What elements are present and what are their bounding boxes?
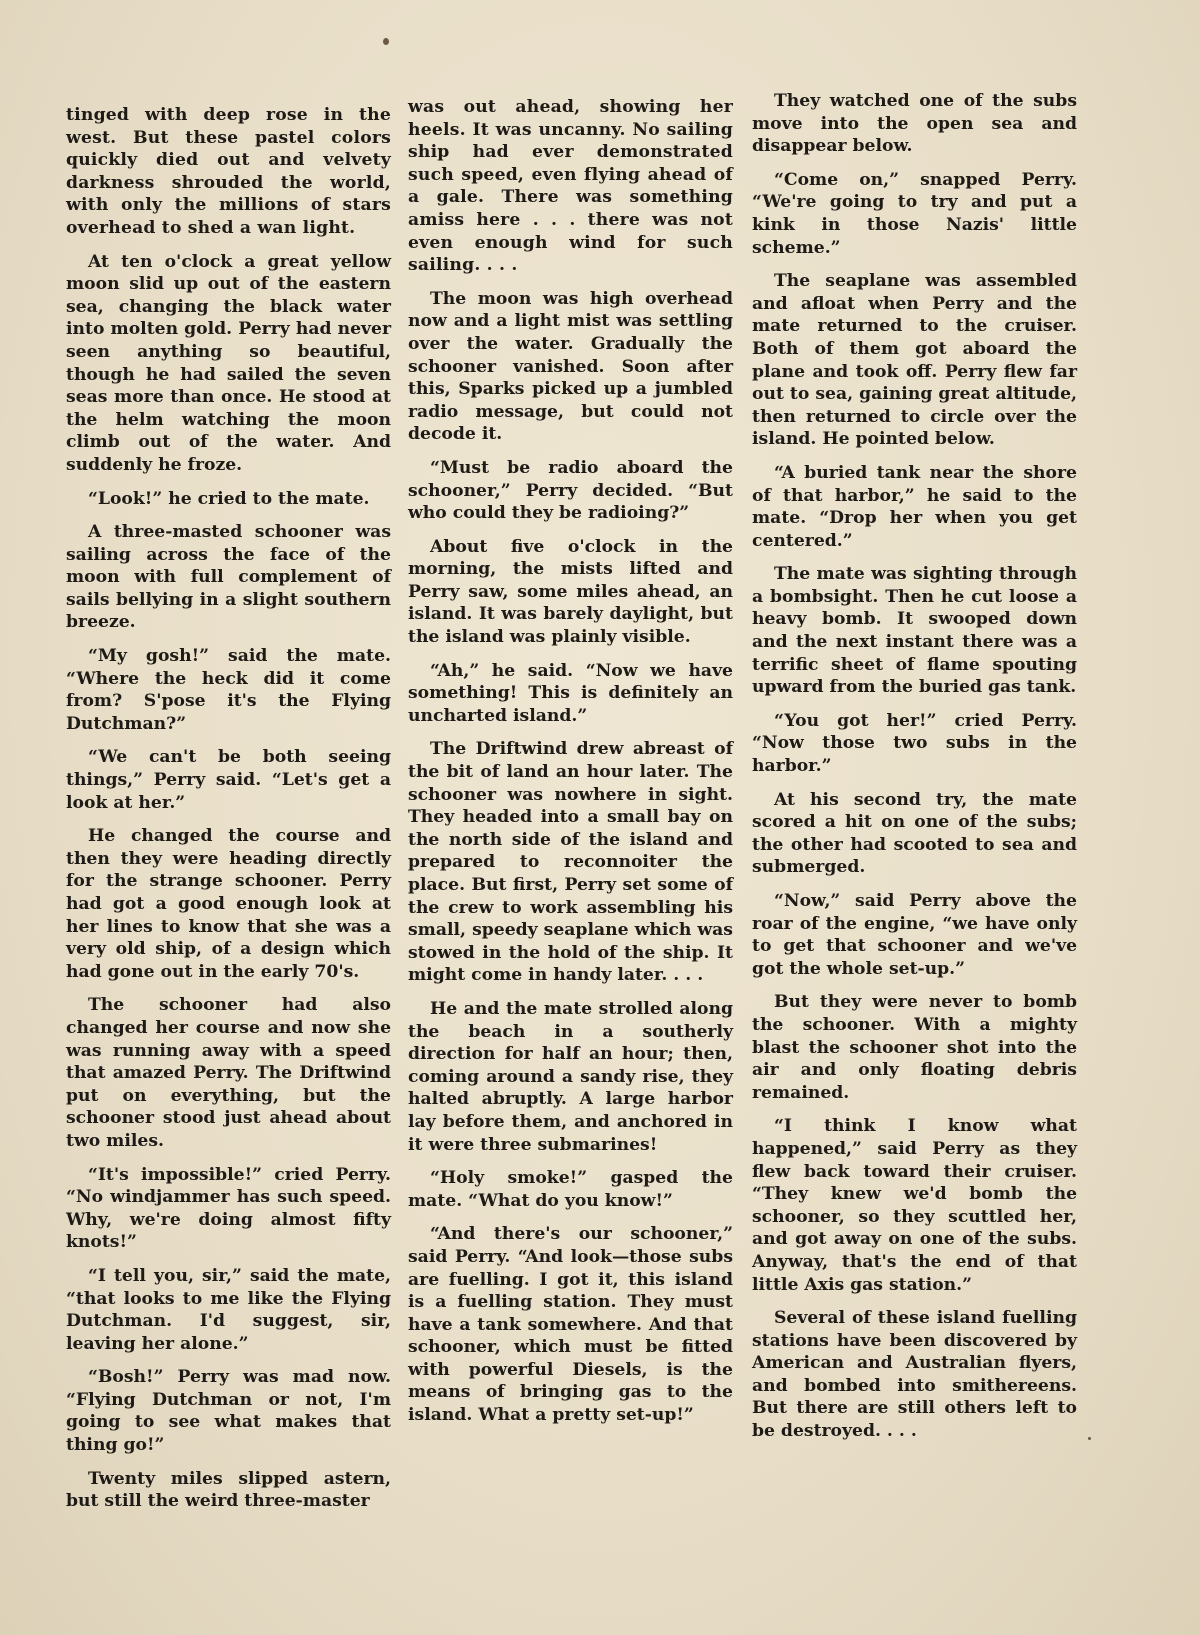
paragraph: The schooner had also changed her course and now she was running away with a speed that amazed Perry. The Driftwind put on everything, but the schooner stood just ahead about two miles.: [66, 995, 391, 1151]
paragraph: “Now,” said Perry above the roar of the engine, “we have only to get that schooner and we've got the whole set-up.”: [752, 891, 1077, 979]
paragraph: “I think I know what happened,” said Perry as they flew back toward their cruiser. “They knew we'd bomb the schooner, so they scuttled her, and got away on one of the subs. Anyway, that's the end of that little Axis gas station.”: [752, 1116, 1077, 1295]
ink-spot: [1088, 1437, 1091, 1440]
paragraph: The moon was high overhead now and a light mist was settling over the water. Gradually the schooner vanished. Soon after this, Sparks picked up a jumbled radio message, but could not decode it.: [408, 288, 733, 445]
paragraph: The mate was sighting through a bombsight. Then he cut loose a heavy bomb. It swooped down and the next instant there was a terrific sheet of flame spouting upward from the buried gas tank.: [752, 564, 1077, 698]
paragraph: “You got her!” cried Perry. “Now those two subs in the harbor.”: [752, 710, 1077, 777]
paragraph: At his second try, the mate scored a hit on one of the subs; the other had scooted to sea and submerged.: [752, 789, 1077, 878]
text-column-middle: [408, 96, 733, 1438]
paragraph: But they were never to bomb the schooner. With a mighty blast the schooner shot into the air and only floating debris remained.: [752, 992, 1077, 1103]
paragraph: About five o'clock in the morning, the mists lifted and Perry saw, some miles ahead, an island. It was barely daylight, but the island was plainly visible.: [408, 536, 733, 648]
paragraph: “Ah,” he said. “Now we have something! This is definitely an uncharted island.”: [408, 660, 733, 726]
paragraph: “It's impossible!” cried Perry. “No windjammer has such speed. Why, we're doing almost fifty knots!”: [66, 1164, 391, 1253]
paragraph: was out ahead, showing her heels. It was uncanny. No sailing ship had ever demonstrated such speed, even flying ahead of a gale. There was something amiss here . . . there was not even enough wind for such sailing. . . .: [408, 97, 733, 276]
paragraph: “A buried tank near the shore of that harbor,” he said to the mate. “Drop her when you get centered.”: [752, 462, 1077, 551]
paragraph: The Driftwind drew abreast of the bit of land an hour later. The schooner was nowhere in sight. They headed into a small bay on the north side of the island and prepared to reconnoiter the place. But first, Perry set some of the crew to work assembling his small, speedy seaplane which was stowed in the hold of the ship. It might come in handy later. . . .: [408, 739, 733, 986]
paragraph: The seaplane was assembled and afloat when Perry and the mate returned to the cruiser. Both of them got aboard the plane and took off. Perry flew far out to sea, gaining great altitude, then returned to circle over the island. He pointed below.: [752, 271, 1077, 450]
paragraph: “My gosh!” said the mate. “Where the heck did it come from? S'pose it's the Flying Dutchman?”: [66, 646, 391, 734]
paragraph: “I tell you, sir,” said the mate, “that looks to me like the Flying Dutchman. I'd suggest, sir, leaving her alone.”: [66, 1265, 391, 1354]
paragraph: “We can't be both seeing things,” Perry said. “Let's get a look at her.”: [66, 747, 391, 813]
paragraph: At ten o'clock a great yellow moon slid up out of the eastern sea, changing the black water into molten gold. Perry had never seen anything so beautiful, though he had sailed the seven seas more than once. He stood at the helm watching the moon climb out of the water. And suddenly he froze.: [66, 251, 391, 475]
paragraph: He changed the course and then they were heading directly for the strange schooner. Perry had got a good enough look at her lines to know that she was a very old ship, of a design which had gone out in the early 70's.: [66, 826, 391, 982]
paragraph: He and the mate strolled along the beach in a southerly direction for half an hour; then, coming around a sandy rise, they halted abruptly. A large harbor lay before them, and anchored in it were three submarines!: [408, 998, 733, 1155]
text-column-right: [752, 90, 1077, 1454]
text-column-left: [66, 104, 391, 1524]
paragraph: They watched one of the subs move into the open sea and disappear below.: [752, 91, 1077, 157]
paragraph: Several of these island fuelling stations have been discovered by American and Australian flyers, and bombed into smithereens. But there are still others left to be destroyed. . . .: [752, 1308, 1077, 1442]
paragraph: Twenty miles slipped astern, but still the weird three-master: [66, 1468, 391, 1512]
paragraph: “Must be radio aboard the schooner,” Perry decided. “But who could they be radioing?”: [408, 457, 733, 524]
paragraph: “And there's our schooner,” said Perry. “And look—those subs are fuelling. I got it, this island is a fuelling station. They must have a tank somewhere. And that schooner, which must be fitted with powerful Diesels, is the means of bringing gas to the island. What a pretty set-up!”: [408, 1224, 733, 1426]
paragraph: “Look!” he cried to the mate.: [88, 488, 370, 509]
paragraph: A three-masted schooner was sailing across the face of the moon with full complement of sails bellying in a slight southern breeze.: [66, 522, 391, 633]
ink-spot: [383, 38, 389, 45]
paragraph: “Come on,” snapped Perry. “We're going to try and put a kink in those Nazis' little scheme.”: [752, 169, 1077, 258]
paragraph: tinged with deep rose in the west. But these pastel colors quickly died out and velvety darkness shrouded the world, with only the millions of stars overhead to shed a wan light.: [66, 105, 391, 238]
paragraph: “Holy smoke!” gasped the mate. “What do you know!”: [408, 1168, 733, 1211]
paragraph: “Bosh!” Perry was mad now. “Flying Dutchman or not, I'm going to see what makes that thing go!”: [66, 1367, 391, 1456]
